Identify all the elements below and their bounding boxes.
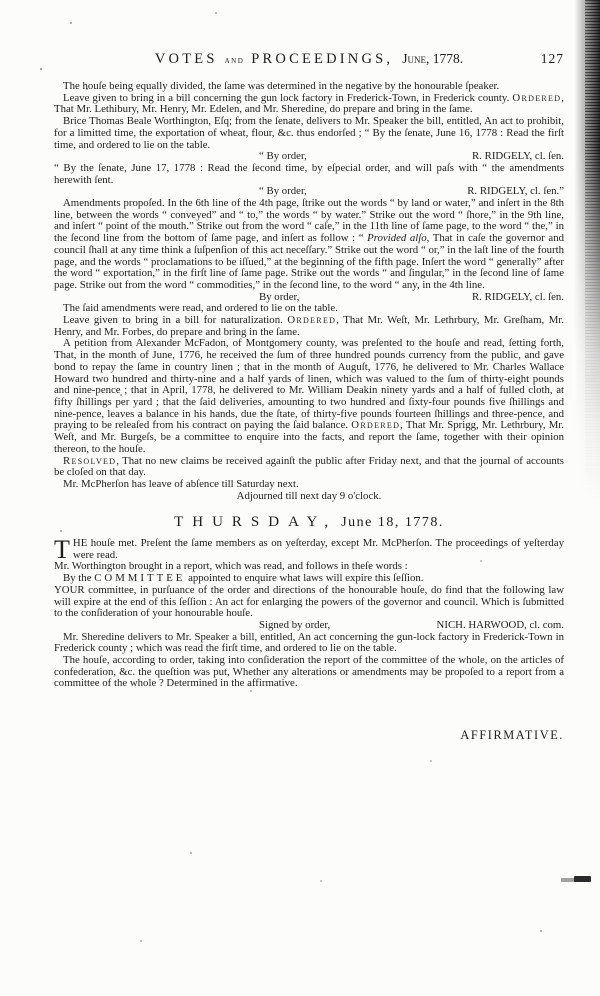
text-segment: Ordered — [287, 314, 337, 327]
text-segment: Brice Thomas Beale Worthington, Eſq; from the ſenate, delivers to Mr. Speaker the bill, entitled, An act to prohibit, for a limitted time, the exportation of wheat, flour, &c. thus endorſed ; “ By the ſenate, June 16, 1778 : Read the firſt time, and ordered to lie on the table. — [54, 115, 564, 151]
paragraph — [54, 585, 564, 620]
signature-left: Signed by order, — [259, 618, 331, 631]
signature-right: R. RIDGELY, cl. ſen. — [472, 290, 564, 303]
paragraph — [54, 163, 564, 186]
paragraph — [54, 93, 564, 116]
text-segment: Ordered — [351, 419, 401, 432]
text-segment: Mr. McPherſon has leave of abſence till Saturday next. — [63, 477, 299, 490]
text-segment: , That Mr. Weſt, Mr. Lethrbury, Mr. Greſham, Mr. Henry, and Mr. Forbes, do prepare and bring in the ſame. — [54, 314, 564, 338]
text-segment: appointed to enquire what laws will expire this ſeſſion. — [185, 572, 424, 585]
signature-left: “ By order, — [259, 185, 307, 198]
text-segment: , That Mr. Lethibury, Mr. Henry, Mr. Edelen, and Mr. Sheredine, do prepare and bring in the ſame. — [54, 91, 564, 116]
page-content — [54, 50, 564, 742]
text-segment: YOUR committee, in purſuance of the order and directions of the honourable houſe, do find that the following law will expire at the end of this ſeſſion : An act for enlarging the powers of the governor and council. Which is ſubmitted to the conſideration of your honourable houſe. — [54, 583, 564, 620]
scan-edge-band — [574, 0, 600, 500]
document-blocks — [54, 81, 564, 742]
text-segment: Mr. Worthington brought in a report, which was read, and follows in theſe words : — [54, 560, 408, 573]
text-segment: The houſe, according to order, taking into conſideration the report of the committee of the whole, on the articles of confederation, &c. the queſtion was put, Whether any alterations or amendments may be propoſed to a report from a committee of the whole ? Determined in the affirmative. — [54, 654, 564, 690]
scan-edge-mark — [574, 876, 591, 882]
day-heading — [54, 514, 564, 531]
paragraph — [54, 655, 564, 690]
text-segment: Resolved — [63, 454, 117, 467]
paragraph — [54, 632, 564, 655]
scan-noise-speckles — [0, 0, 2, 2]
header-title-proceedings: PROCEEDINGS, — [251, 51, 394, 67]
text-segment: , That in caſe the governor and council ſhall at any time think a ſuſpenſion of this act neceſſary.” Strike out the word “ or,” in the laſt line of the fourth page, and the words “ proclamations to be iſſued,” at the beginning of the fifth page. Inſert the word “ generally” after the word “ exportation,” in the firſt line of ſame page. Strike out the words “ and ſingular,” in the ſecond line of ſame page. Strike out from the word “ commodities,” in the ſecond line, to the word “ any, in the 4th line. — [54, 232, 564, 291]
text-segment: Mr. Sheredine delivers to Mr. Speaker a bill, entitled, An act concerning the gun-lock factory in Frederick-Town in Frederick county ; which was read the firſt time, and ordered to lie on the table. — [54, 630, 564, 655]
text-segment: Provided alſo — [367, 232, 427, 245]
text-segment: COMMITTEE — [94, 572, 186, 585]
text-segment: “ By the ſenate, June 17, 1778 : Read the ſecond time, by eſpecial order, and will paſs with “ the amendments herewith ſent. — [54, 161, 564, 186]
paragraph — [54, 456, 564, 479]
text-segment: AFFIRMATIVE. — [460, 728, 564, 743]
text-segment: , That Mr. Sprigg, Mr. Lethrbury, Mr. Weſt, and Mr. Burgeſs, be a committee to enquire into the facts, and report the ſame, together with their opinion thereon, to the houſe. — [54, 419, 564, 455]
signature-right: R. RIDGELY, cl. ſen.” — [467, 185, 564, 198]
text-segment: Adjourned till next day 9 o'clock. — [236, 489, 382, 502]
text-segment: Ordered — [512, 91, 562, 104]
adjournment-line — [54, 491, 564, 503]
drop-cap: T — [54, 535, 70, 565]
text-segment: THURSDAY, — [174, 514, 338, 531]
paragraph — [54, 315, 564, 338]
paragraph — [54, 116, 564, 151]
text-segment: Leave given to bring in a bill for naturalization. — [63, 314, 288, 327]
signature-right: NICH. HARWOOD, cl. com. — [436, 618, 564, 631]
signature-right: R. RIDGELY, cl. ſen. — [472, 150, 564, 163]
paragraph — [54, 338, 564, 455]
header-title-date: June, 1778. — [402, 51, 464, 66]
text-segment: The ſaid amendments were read, and ordered to lie on the table. — [63, 302, 338, 315]
signature-left: By order, — [259, 290, 300, 303]
header-title-votes: VOTES — [154, 51, 218, 67]
text-segment: The houſe being equally divided, the ſame was determined in the negative by the honourable ſpeaker. — [63, 80, 500, 92]
affirmative-label — [54, 730, 564, 742]
page-number: 127 — [540, 51, 564, 66]
text-segment: June 18, 1778. — [341, 515, 444, 531]
text-segment: By the — [63, 572, 95, 585]
text-segment: Leave given to bring in a bill concerning the gun lock factory in Frederick-Town, in Frederick county. — [63, 91, 513, 104]
text-segment: Amendments propoſed. In the 6th line of the 4th page, ſtrike out the words “ by land or water,” and inſert in the 8th line, between the words “ conveyed” and “ to,” the words “ by water.” Strike out the word “ ſhore,” in the 9th line, and inſert “ point of the mouth.” Strike out from the word “ caſe,” in the 11th line of ſame page, to the word “ the,” in the ſecond line from the bottom of ſame page, and inſert as follow : “ — [54, 197, 564, 245]
header-title-and: and — [224, 55, 245, 66]
paragraph — [54, 535, 564, 565]
signature-left: “ By order, — [259, 150, 307, 163]
text-segment: HE houſe met. Preſent the ſame members as on yeſterday, except Mr. McPherſon. The proceedings of yeſterday were read. — [72, 537, 564, 561]
paragraph — [54, 198, 564, 292]
text-segment: A petition from Alexander McFadon, of Montgomery county, was preſented to the houſe and read, ſetting forth, That, in the month of June, 1776, he received the ſum of three hundred pounds currency from the public, and gave bond to repay the ſame in country linen ; that in the month of Auguſt, 1776, he delivered to Mr. Charles Wallace Howard two hundred and thirty-nine and a half yards of linen, which was valued to the ſum of thirty-eight pounds and nine-pence ; that in April, 1778, he delivered to Mr. William Deakin ninety yards and a half of fulled cloth, at fifty ſhillings per yard ; that the ſaid deliveries, amounting to two hundred and ſixty-four pounds five ſhillings and nine-pence, leaves a balance in his hands, due the ſtate, of thirty-five pounds fourteen ſhillings and three-pence, and praying to be releaſed from his contract on paying the ſaid balance. — [54, 337, 564, 432]
running-header — [54, 50, 564, 68]
text-segment: , That no new claims be received againſt the public after Friday next, and that the journal of accounts be cloſed on that day. — [54, 454, 564, 479]
